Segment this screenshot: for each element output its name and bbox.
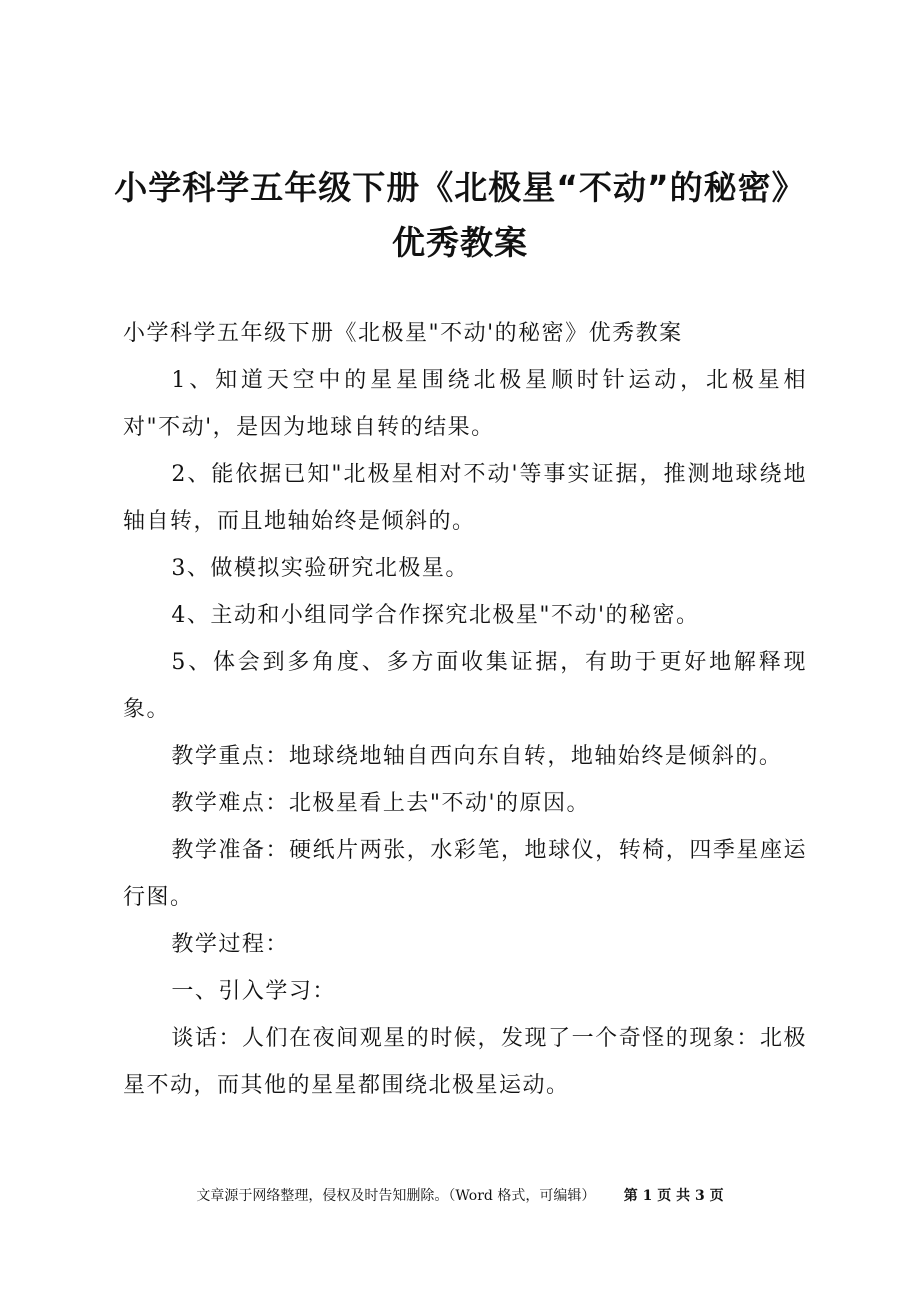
document-body [123,310,807,1109]
intro-paragraph: 小学科学五年级下册《北极星"不动'的秘密》优秀教案 [123,321,683,346]
page-footer [0,1186,920,1206]
objective-2: 2、能依据已知"北极星相对不动'等事实证据，推测地球绕地轴自转，而且地轴始终是倾斜的。 [123,462,807,534]
title-line-2: 优秀教案 [392,223,528,262]
title-line-1: 小学科学五年级下册《北极星“不动”的秘密》 [114,168,806,207]
objective-3: 3、做模拟实验研究北极星。 [171,556,469,581]
objective-4: 4、主动和小组同学合作探究北极星"不动'的秘密。 [171,603,700,628]
document-title [110,160,810,270]
section-introduction-heading: 一、引入学习： [171,979,336,1004]
teaching-difficulty: 教学难点：北极星看上去"不动'的原因。 [171,791,591,816]
footer-source-note: 文章源于网络整理，侵权及时告知删除。（Word 格式，可编辑） [196,1188,596,1204]
teaching-focus: 教学重点：地球绕地轴自西向东自转，地轴始终是倾斜的。 [171,744,783,769]
objective-1: 1、知道天空中的星星围绕北极星顺时针运动，北极星相对"不动'，是因为地球自转的结果。 [123,368,807,440]
teaching-preparation: 教学准备：硬纸片两张，水彩笔，地球仪，转椅，四季星座运行图。 [123,838,807,910]
dialogue-paragraph: 谈话：人们在夜间观星的时候，发现了一个奇怪的现象：北极星不动，而其他的星星都围绕北极星运动。 [123,1026,807,1098]
objective-5: 5、体会到多角度、多方面收集证据，有助于更好地解释现象。 [123,650,807,722]
teaching-process-heading: 教学过程： [171,932,289,957]
page-indicator: 第 1 页 共 3 页 [623,1188,724,1204]
